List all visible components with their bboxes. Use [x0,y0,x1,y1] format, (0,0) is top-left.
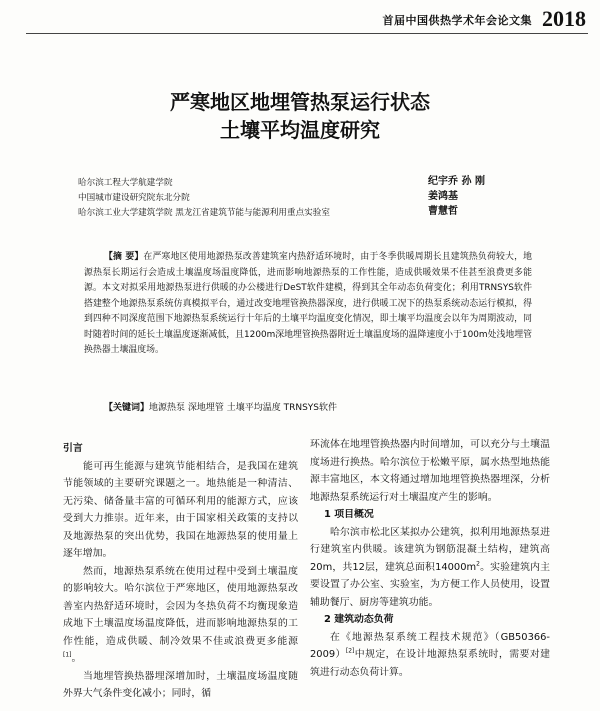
paper-title [0,88,600,144]
section-heading-1: 1 项目概况 [324,509,374,520]
header-rule [26,33,588,34]
affiliations [78,176,438,221]
keywords [104,401,544,416]
superscript-2: 2 [476,560,480,568]
keywords-label: 【关键词】 [104,403,150,413]
affiliation-1: 哈尔滨工程大学航建学院 [78,178,173,188]
project-paragraph: 哈尔滨市松北区某拟办公建筑，拟利用地源热泵进行建筑室内供暖。该建筑为钢筋混凝土结构，建筑高20m，共12层，建筑总面积$14000m^2$。实验建筑内主要设置了办公室、实验室，为方便工作人员使用，设置辅助餐厅、厨房等建筑功能。 [310,526,550,608]
load-paragraph: 在《地源热泵系统工程技术规范》（GB50366-2009）[2]中规定，在设计地源热泵系统时，需要对建筑进行动态负荷计算。 [310,631,550,678]
affiliation-2: 中国城市建设研究院东北分院 [78,193,190,203]
intro-paragraph-1: 能可再生能源与建筑节能相结合，是我国在建筑节能领域的主要研究课题之一。地热能是一种清洁、无污染、储备量丰富的可循环利用的能源方式，应该受到大力推崇。近年来，由于国家相关政策的支持以及地源热泵的突出优势，我国在地源热泵的使用量上逐年增加。 [63,460,298,559]
author-line-2: 姜鸿基 [428,191,458,202]
abstract-text: 在严寒地区使用地源热泵改善建筑室内热舒适环境时，由于冬季供暖周期长且建筑热负荷较大，地源热泵长期运行会造成土壤温度场温度降低，进而影响地源热泵的工作性能，造成供暖效果不佳甚至浪费更多能源。本文对拟采用地源热泵进行供暖的办公楼进行DeST软件建模，得到其全年动态负荷变化；利用TRNSYS软件搭建整个地源热泵系统仿真模拟平台，通过改变地埋管换热器深度，进行供暖工况下的热泵系统动态运行模拟，得到四种不同深度范围下地源热泵系统运行十年后的土壤平均温度变化情况，即土壤平均温度会以年为周期波动，同时随着时间的延长土壤温度逐渐减低，且1200m深地埋管换热器附近土壤温度场的温降速度小于100m处浅地埋管换热器土壤温度场。 [84,252,532,355]
affiliation-3: 哈尔滨工业大学建筑学院 黑龙江省建筑节能与能源利用重点实验室 [78,208,330,218]
intro-paragraph-3-cont: 环流体在地埋管换热器内时间增加，可以充分与土壤温度场进行换热。哈尔滨位于松嫩平原，属水热型地热能源丰富地区，本文将通过增加地埋管换热器埋深，分析地源热泵系统运行对土壤温度产生的影响。 [310,439,550,503]
body-column-right [310,436,550,681]
title-line-2: 土壤平均温度研究 [220,118,380,142]
citation-1: [1] [63,651,72,659]
intro-paragraph-2: 然而，地源热泵系统在使用过程中受到土壤温度的影响较大。哈尔滨位于严寒地区，使用地源热泵改善室内热舒适环境时，会因为冬热负荷不均衡现象造成地下土壤温度场温度降低，进而影响地源热泵的工作性能，造成供暖、制冷效果不佳或浪费更多能源[1]。 [63,565,298,664]
citation-2: [2] [345,647,355,655]
conference-year: 2018 [542,6,586,31]
section-heading-intro: 引言 [63,443,83,454]
title-line-1: 严寒地区地埋管热泵运行状态 [170,90,430,114]
abstract-label: 【摘 要】 [104,252,144,262]
running-header [0,6,600,30]
body-column-left [63,440,298,703]
abstract [84,250,532,359]
intro-paragraph-3: 当地埋管换热器埋深增加时，土壤温度场温度随外界大气条件变化减小；同时，循 [63,670,298,699]
authors [428,174,568,219]
author-line-3: 曹慧哲 [428,206,458,217]
author-line-1: 纪宇乔 孙 刚 [428,176,485,187]
conference-name: 首届中国供热学术年会论文集 [382,14,532,27]
section-heading-2: 2 建筑动态负荷 [324,614,394,625]
keywords-text: 地源热泵 深地埋管 土壤平均温度 TRNSYS软件 [149,403,338,413]
